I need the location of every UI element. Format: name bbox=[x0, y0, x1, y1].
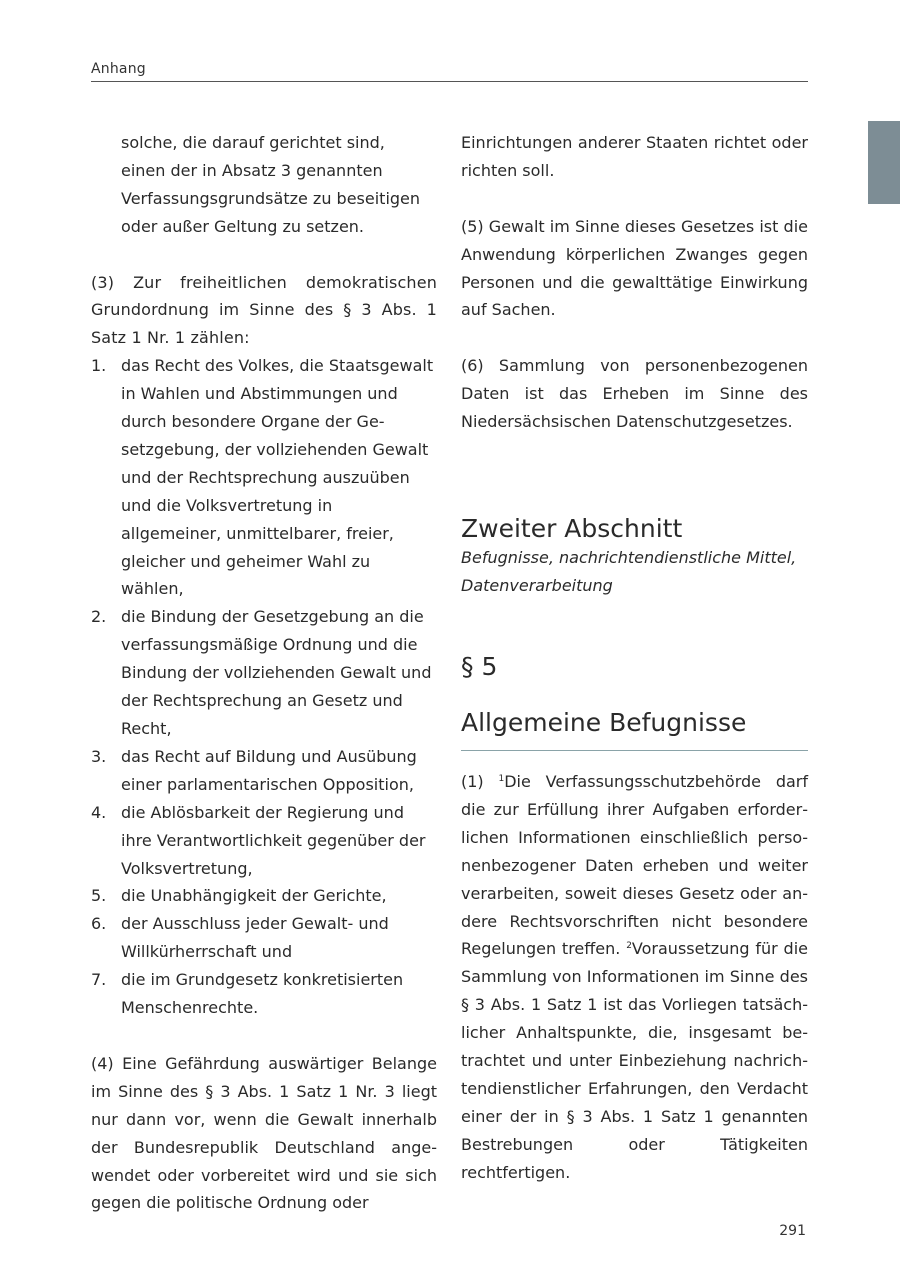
paragraph-symbol: § 5 bbox=[461, 652, 498, 681]
left-column bbox=[91, 129, 437, 1217]
paragraph-6: (6) Sammlung von personenbezogenen Daten ist das Erheben im Sinne des Niedersächsischen Datenschutzgesetzes. bbox=[461, 356, 808, 432]
heading-rule bbox=[461, 750, 808, 751]
intro-line: Verfassungsgrundsätze zu beseitigen bbox=[121, 188, 421, 208]
intro-continuation bbox=[91, 129, 437, 241]
list-item: 3. das Recht auf Bildung und Ausübung einer parlamentarischen Opposition, bbox=[91, 746, 417, 794]
list-item: 6. der Ausschluss jeder Gewalt- und Willkürherrschaft und bbox=[91, 914, 389, 962]
list-item: 7. die im Grundgesetz konkretisierten Menschenrechte. bbox=[91, 970, 404, 1018]
list-item: 4. die Ablösbarkeit der Regierung und ihre Verantwortlichkeit gegenüber der Volksvertretung, bbox=[91, 802, 426, 878]
intro-line: solche, die darauf gerichtet sind, bbox=[121, 133, 385, 152]
section-heading bbox=[461, 514, 808, 600]
list-item: 1. das Recht des Volkes, die Staatsgewalt in Wahlen und Abstimmungen und durch besondere Organe der Gesetzgebung, der vollziehenden Gewalt und der Rechtsprechung auszuüben und die Volksvertretung in allgemeiner, unmittelbarer, freier, gleicher und geheimer Wahl zu wählen, bbox=[91, 356, 434, 599]
header-title: Anhang bbox=[91, 61, 146, 77]
chapter-tab-marker bbox=[868, 121, 900, 204]
page-number: 291 bbox=[779, 1223, 806, 1239]
section-5-body bbox=[461, 768, 808, 1187]
paragraph-heading: Allgemeine Befugnisse bbox=[461, 708, 747, 737]
section-5-paragraph-1: (1) $^1$Die Verfassungsschutzbehörde darf die zur Erfüllung ihrer Aufgaben erforderlichen Informationen einschließlich personenbezogener Daten erheben und weiter verarbeiten, soweit dieses Gesetz oder andere Rechtsvorschriften nicht besondere Regelungen treffen. $^2$Voraussetzung für die Sammlung von Informationen im Sinne des § 3 Abs. 1 Satz 1 ist das Vorliegen tatsächlicher Anhaltspunkte, die, insgesamt betrachtet und unter Einbeziehung nachrichtendienstlicher Erfahrungen, den Verdacht einer der in § 3 Abs. 1 Satz 1 genannten Bestrebungen oder Tätigkeiten rechtfertigen. bbox=[461, 772, 808, 1182]
list-item: 5. die Unabhängigkeit der Gerichte, bbox=[91, 886, 387, 906]
paragraph-5: (5) Gewalt im Sinne dieses Gesetzes ist die Anwendung körperlichen Zwanges gegen Personen und die gewalttätige Einwirkung auf Sachen. bbox=[461, 216, 808, 320]
fdgo-list bbox=[91, 352, 437, 1022]
list-item: 2. die Bindung der Gesetzgebung an die verfassungsmäßige Ordnung und die Bindung der vollziehenden Gewalt und der Rechtsprechung an Gesetz und Recht, bbox=[91, 607, 432, 739]
paragraph-4: (4) Eine Gefährdung auswärtiger Belange im Sinne des § 3 Abs. 1 Satz 1 Nr. 3 liegt nur dann vor, wenn die Gewalt innerhalb der Bundesrepublik Deutschland angewendet oder vorbereitet wird und sie sich gegen die politische Ordnung oder bbox=[91, 1053, 437, 1213]
section-title: Zweiter Abschnitt bbox=[461, 514, 683, 543]
intro-line: einen der in Absatz 3 genannten bbox=[121, 160, 383, 180]
paragraph-3: (3) Zur freiheitlichen demokratischen Grundordnung im Sinne des § 3 Abs. 1 Satz 1 Nr. 1 zählen: bbox=[91, 272, 437, 348]
paragraph-heading-block bbox=[461, 708, 808, 738]
section-subtitle: Befugnisse, nachrichtendienstliche Mittel, Datenverarbeitung bbox=[461, 548, 797, 595]
right-column bbox=[461, 129, 808, 436]
paragraph-symbol-block bbox=[461, 652, 808, 682]
intro-line: oder außer Geltung zu setzen. bbox=[121, 216, 365, 236]
continuation-text: Einrichtungen anderer Staaten richtet oder richten soll. bbox=[461, 133, 808, 180]
running-header bbox=[91, 58, 808, 82]
